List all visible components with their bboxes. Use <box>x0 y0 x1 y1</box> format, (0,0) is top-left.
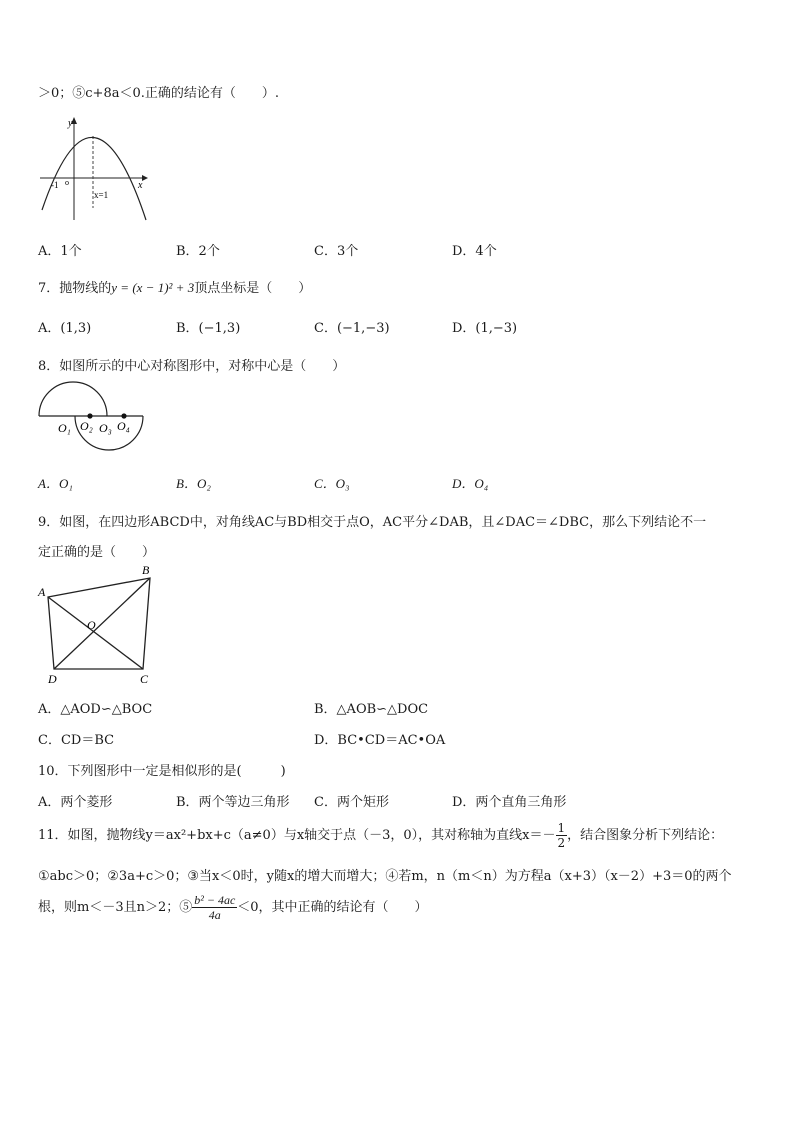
label-c: C <box>140 672 149 686</box>
q9-option-a[interactable]: A．△AOD∽△BOC <box>38 702 153 717</box>
q9-option-c[interactable]: C．CD＝BC <box>38 733 115 748</box>
q6-parabola-graph <box>36 112 156 224</box>
label-d: D <box>48 672 57 686</box>
x-axis-arrow <box>142 175 148 181</box>
q9-option-d[interactable]: D．BC•CD＝AC•OA <box>314 733 446 748</box>
q11-line3 <box>38 894 428 921</box>
q6-option-d[interactable]: D．4个 <box>452 244 497 259</box>
q6-option-c[interactable]: C．3个 <box>314 244 359 259</box>
q8-stem: 8．如图所示的中心对称图形中，对称中心是（ ） <box>38 359 346 374</box>
parabola-curve <box>42 137 146 220</box>
point-o4 <box>121 413 126 418</box>
q9-option-b[interactable]: B．△AOB∽△DOC <box>314 702 429 717</box>
q7-stem <box>38 277 311 296</box>
q10-option-a[interactable]: A．两个菱形 <box>38 795 113 810</box>
x-equals-1-label: x=1 <box>94 190 109 200</box>
q6-option-a[interactable]: A．1个 <box>38 244 82 259</box>
label-b: B <box>142 563 150 577</box>
q9-quadrilateral-figure <box>34 562 164 688</box>
q6-stem-tail: ＞0；⑤c+8a＜0.正确的结论有（ ）. <box>38 86 280 101</box>
q9-stem-line2: 定正确的是（ ） <box>38 545 156 560</box>
q8-option-d[interactable]: D．O₄ <box>452 476 489 491</box>
q11-discriminant-fraction <box>192 894 237 921</box>
y-label: y <box>68 118 73 129</box>
q7-option-c[interactable]: C．(−1,−3) <box>314 321 390 336</box>
diagonal-bd <box>54 578 150 669</box>
origin-label: o <box>65 178 69 187</box>
label-o2: O₂ <box>80 419 93 433</box>
q11-disc-numerator: b² − 4ac <box>194 893 236 907</box>
q11-line3-text: 根，则m＜－3且n＞2；⑤ <box>38 900 193 915</box>
q10-option-c[interactable]: C．两个矩形 <box>314 795 389 810</box>
q9-stem-line1: 9．如图，在四边形ABCD中，对角线AC与BD相交于点O，AC平分∠DAB，且∠DAC＝∠DBC，那么下列结论不一 <box>38 515 707 530</box>
point-o2 <box>87 413 92 418</box>
q6-option-b[interactable]: B．2个 <box>176 244 220 259</box>
q11-line1 <box>38 822 723 849</box>
label-o: O <box>87 618 96 632</box>
q7-stem-suffix: 顶点坐标是（ ） <box>194 281 312 296</box>
q11-line1-text: 11．如图，抛物线y＝ax²+bx+c（a≠0）与x轴交于点（－3，0），其对称轴为直线x＝－ <box>38 828 556 843</box>
q7-option-a[interactable]: A．(1,3) <box>38 321 92 336</box>
label-a: A <box>38 585 46 599</box>
q11-line1-tail: ，结合图象分析下列结论： <box>567 828 724 843</box>
q8-option-c[interactable]: C．O₃ <box>314 476 350 491</box>
neg-one-label: -1 <box>51 180 59 190</box>
q11-line3-tail: ＜0，其中正确的结论有（ ） <box>237 900 428 915</box>
q10-option-b[interactable]: B．两个等边三角形 <box>176 795 290 810</box>
q10-option-d[interactable]: D．两个直角三角形 <box>452 795 567 810</box>
q8-semicircle-figure <box>36 376 148 454</box>
upper-semicircle <box>39 382 107 416</box>
label-o1: O₁ <box>58 421 71 435</box>
q7-stem-prefix: 7．抛物线的 <box>38 281 112 296</box>
q8-option-a[interactable]: A．O₁ <box>38 476 73 491</box>
diagonal-ac <box>48 597 143 669</box>
q7-formula: y = (x − 1)² + 3 <box>111 280 195 295</box>
q10-stem: 10．下列图形中一定是相似形的是( ) <box>38 764 286 779</box>
q11-half-numerator: 1 <box>557 821 566 835</box>
label-o4: O₄ <box>117 419 130 433</box>
q11-line2: ①abc＞0；②3a+c＞0；③当x＜0时，y随x的增大而增大；④若m，n（m＜n）为方程a（x+3）（x－2）+3＝0的两个 <box>38 869 732 884</box>
q7-option-b[interactable]: B．(−1,3) <box>176 321 241 336</box>
q11-half-fraction <box>556 822 568 849</box>
q7-option-d[interactable]: D．(1,−3) <box>452 321 518 336</box>
q11-disc-denominator: 4a <box>208 908 221 922</box>
label-o3: O₃ <box>99 421 112 435</box>
q8-option-b[interactable]: B．O₂ <box>176 476 211 491</box>
q11-half-denominator: 2 <box>557 836 566 850</box>
x-label: x <box>138 180 143 191</box>
